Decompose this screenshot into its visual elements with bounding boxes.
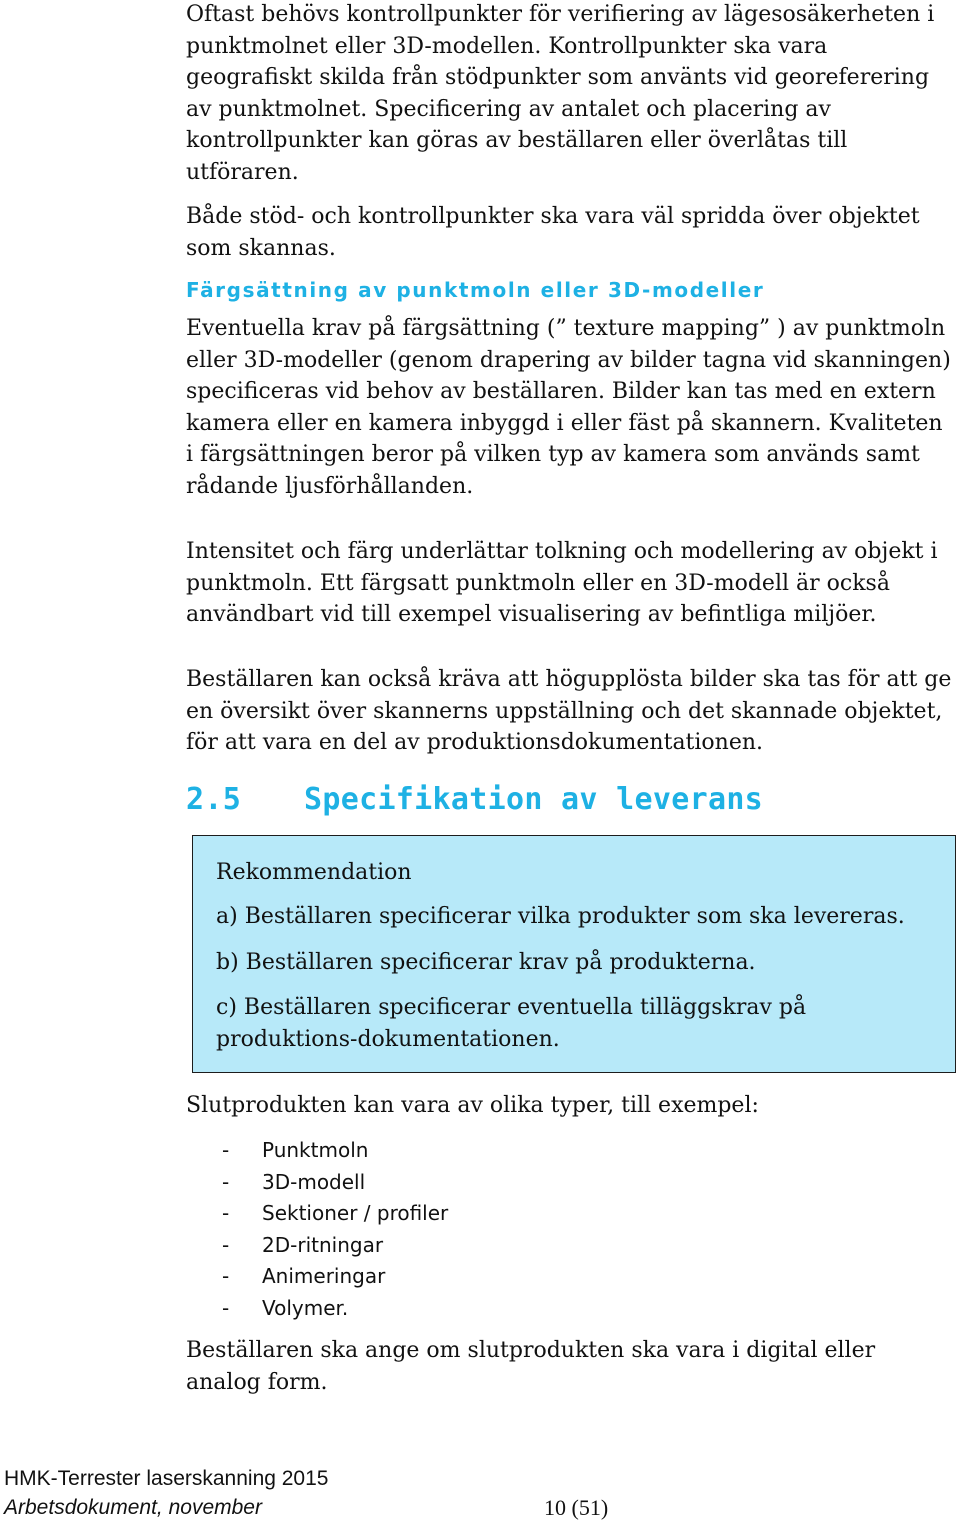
section-number: 2.5 xyxy=(186,782,242,817)
list-dash: - xyxy=(222,1169,230,1194)
footer-page-number: 10 (51) xyxy=(544,1495,609,1520)
list-item-label: Punktmoln xyxy=(262,1138,369,1162)
footer-title: HMK-Terrester laserskanning 2015 xyxy=(4,1467,329,1490)
list-item xyxy=(222,1230,448,1262)
list-item-label: Volymer. xyxy=(262,1295,349,1320)
list-item-label: Animeringar xyxy=(262,1264,386,1288)
paragraph-hogupplosta-bilder: Beställaren kan också kräva att högupplösta bilder ska tas för att ge en översikt över skannerns uppställning och det skannade objektet, för att vara en del av produktionsdokumentationen. xyxy=(186,667,952,755)
paragraph-kontrollpunkter: Oftast behövs kontrollpunkter för verifiering av lägesosäkerheten i punktmolnet eller 3D-modellen. Kontrollpunkter ska vara geografiskt skilda från stödpunkter som använts vid georeferering av punktmolnet. Specificering av antalet och placering av kontrollpunkter kan göras av beställaren eller överlåtas till utföraren. xyxy=(186,2,935,185)
recommendation-item-b: b) Beställaren specificerar krav på produkterna. xyxy=(216,950,756,975)
list-item-label: 2D-ritningar xyxy=(262,1232,384,1257)
recommendation-item-a: a) Beställaren specificerar vilka produkter som ska levereras. xyxy=(216,904,905,929)
section-title: Specifikation av leverans xyxy=(304,782,764,817)
list-item xyxy=(222,1261,448,1293)
list-dash: - xyxy=(222,1232,230,1257)
list-item xyxy=(222,1293,448,1325)
paragraph-spridda-punkter: Både stöd- och kontrollpunkter ska vara väl spridda över objektet som skannas. xyxy=(186,204,920,261)
recommendation-title: Rekommendation xyxy=(216,860,412,885)
paragraph-intensitet: Intensitet och färg underlättar tolkning och modellering av objekt i punktmoln. Ett färgsatt punktmoln eller en 3D-modell är också användbart vid till exempel visualisering av befintliga miljöer. xyxy=(186,539,938,627)
list-item xyxy=(222,1198,448,1230)
sub-heading-fargsattning: Färgsättning av punktmoln eller 3D-modeller xyxy=(186,278,765,302)
paragraph-digital-analog: Beställaren ska ange om slutprodukten ska vara i digital eller analog form. xyxy=(186,1338,876,1395)
footer-subtitle: Arbetsdokument, november xyxy=(4,1496,262,1519)
paragraph-texture-mapping: Eventuella krav på färgsättning (” texture mapping” ) av punktmoln eller 3D-modeller (genom drapering av bilder tagna vid skanningen) specificeras vid behov av beställaren. Bilder kan tas med en extern kamera eller en kamera inbyggd i eller fäst på skannern. Kvaliteten i färgsättningen beror på vilken typ av kamera som används samt rådande ljusförhållanden. xyxy=(186,316,951,499)
product-list xyxy=(222,1135,448,1324)
list-dash: - xyxy=(222,1264,230,1288)
list-item-label: Sektioner / profiler xyxy=(262,1201,449,1225)
list-dash: - xyxy=(222,1138,230,1162)
recommendation-item-c: c) Beställaren specificerar eventuella tilläggskrav på produktions-dokumentationen. xyxy=(216,995,807,1052)
list-item-label: 3D-modell xyxy=(262,1169,366,1194)
list-dash: - xyxy=(222,1201,230,1225)
products-intro: Slutprodukten kan vara av olika typer, till exempel: xyxy=(186,1093,759,1118)
list-dash: - xyxy=(222,1295,230,1320)
list-item xyxy=(222,1167,448,1199)
list-item xyxy=(222,1135,448,1167)
recommendation-box xyxy=(192,835,956,1073)
section-heading xyxy=(186,782,763,817)
